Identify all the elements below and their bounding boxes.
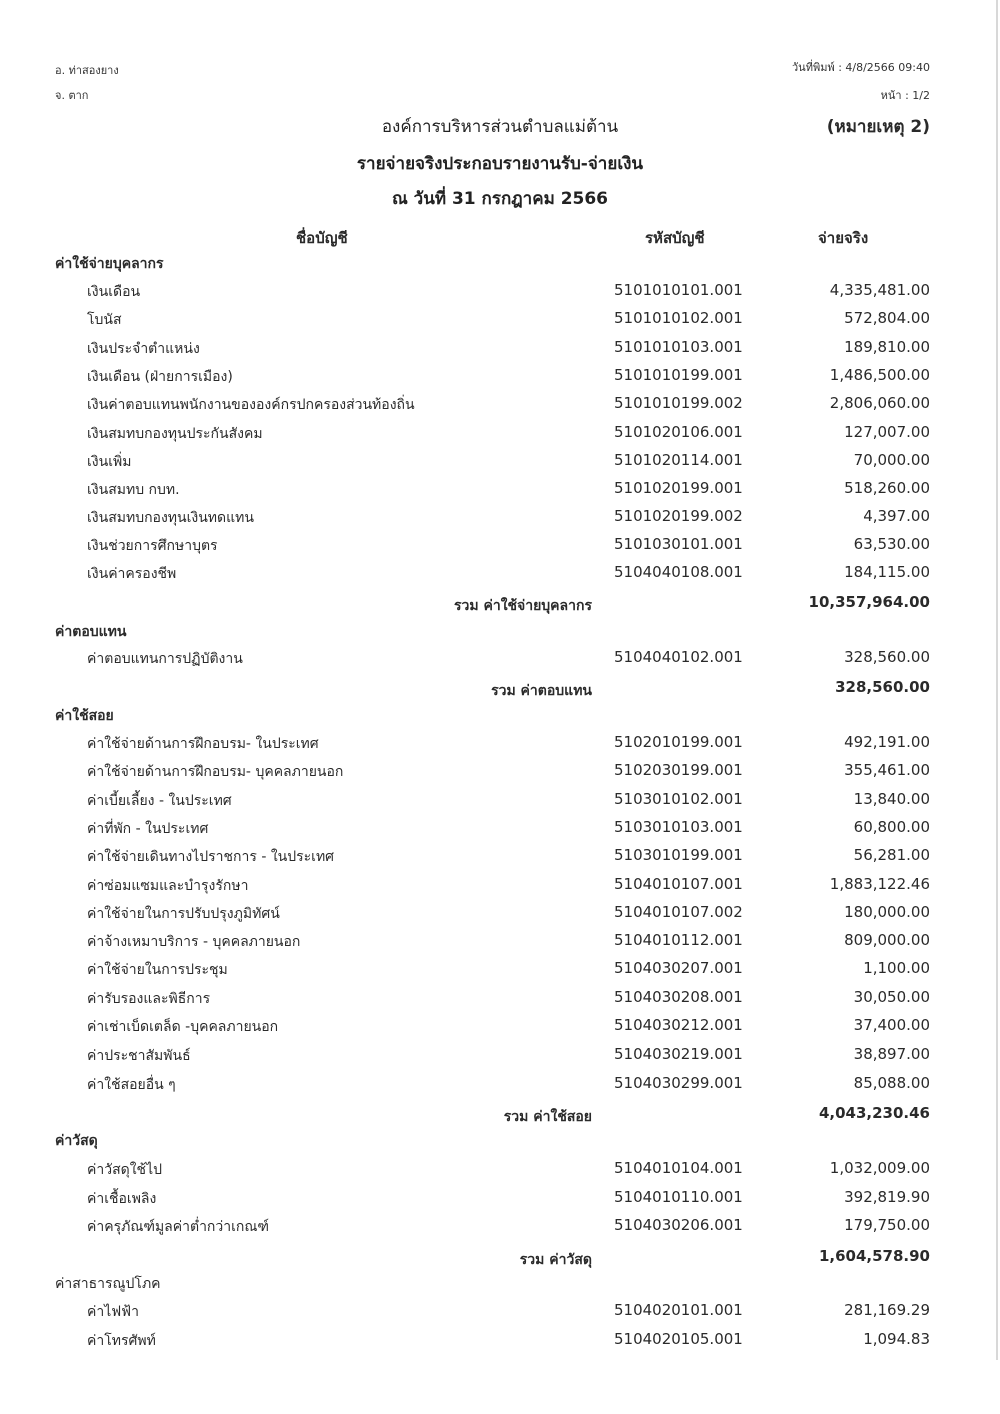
account-amount: 127,007.00 <box>844 423 930 441</box>
table-row <box>0 394 1000 422</box>
table-row <box>0 1159 1000 1187</box>
account-code: 5101030101.001 <box>614 535 743 553</box>
account-name: ค่าวัสดุใช้ไป <box>87 1162 162 1178</box>
account-amount: 13,840.00 <box>853 790 930 808</box>
account-code: 5104010112.001 <box>614 931 743 949</box>
account-code: 5101010103.001 <box>614 338 743 356</box>
report-title: รายจ่ายจริงประกอบรายงานรับ-จ่ายเงิน <box>356 154 644 174</box>
account-code: 5102030199.001 <box>614 761 743 779</box>
account-name: เงินค่าตอบแทนพนักงานขององค์กรปกครองส่วนท้องถิ่น <box>87 397 415 413</box>
account-name: ค่าเบี้ยเลี้ยง - ในประเทศ <box>87 793 232 809</box>
account-name: ค่าไฟฟ้า <box>87 1304 139 1320</box>
table-row <box>0 281 1000 309</box>
column-header-name: ชื่อบัญชี <box>296 229 348 247</box>
province-label: จ. ตาก <box>55 89 89 102</box>
account-code: 5104020105.001 <box>614 1330 743 1348</box>
account-code: 5103010102.001 <box>614 790 743 808</box>
account-code: 5103010199.001 <box>614 846 743 864</box>
table-row <box>0 988 1000 1016</box>
account-name: ค่าเชื้อเพลิง <box>87 1191 157 1207</box>
account-amount: 189,810.00 <box>844 338 930 356</box>
account-name: ค่าใช้จ่ายเดินทางไปราชการ - ในประเทศ <box>87 849 335 865</box>
account-amount: 355,461.00 <box>844 761 930 779</box>
account-amount: 492,191.00 <box>844 733 930 751</box>
organization-name: องค์การบริหารส่วนตำบลแม่ต้าน <box>381 117 619 137</box>
account-name: ค่าใช้สอยอื่น ๆ <box>87 1077 176 1093</box>
account-amount: 1,100.00 <box>863 959 930 977</box>
account-name: ค่าเช่าเบ็ดเตล็ด -บุคคลภายนอก <box>87 1019 279 1035</box>
account-code: 5101020114.001 <box>614 451 743 469</box>
table-row <box>0 507 1000 535</box>
section-total-label: รวม ค่าใช้จ่ายบุคลากร <box>453 598 592 614</box>
page-number: หน้า : 1/2 <box>880 89 930 102</box>
section-total-amount: 10,357,964.00 <box>808 593 930 611</box>
account-amount: 328,560.00 <box>844 648 930 666</box>
account-code: 5104040108.001 <box>614 563 743 581</box>
account-code: 5104010110.001 <box>614 1188 743 1206</box>
account-amount: 1,486,500.00 <box>829 366 930 384</box>
account-code: 5101010101.001 <box>614 281 743 299</box>
account-code: 5101010199.002 <box>614 394 743 412</box>
account-name: เงินสมทบกองทุนเงินทดแทน <box>87 510 254 526</box>
table-row <box>0 875 1000 903</box>
account-name: เงินเดือน <box>87 284 141 300</box>
section-title: ค่าใช้สอย <box>55 708 114 724</box>
table-row <box>0 1330 1000 1358</box>
table-row <box>0 1301 1000 1329</box>
account-amount: 85,088.00 <box>853 1074 930 1092</box>
section-total-amount: 328,560.00 <box>835 678 930 696</box>
account-code: 5104030206.001 <box>614 1216 743 1234</box>
account-name: เงินเพิ่ม <box>87 454 132 470</box>
table-row <box>0 761 1000 789</box>
table-row <box>0 1216 1000 1244</box>
account-code: 5104030212.001 <box>614 1016 743 1034</box>
account-code: 5101020199.002 <box>614 507 743 525</box>
account-amount: 4,335,481.00 <box>829 281 930 299</box>
account-amount: 38,897.00 <box>853 1045 930 1063</box>
table-row <box>0 338 1000 366</box>
account-name: ค่าโทรศัพท์ <box>87 1333 156 1349</box>
section-total-label: รวม ค่าวัสดุ <box>519 1252 592 1268</box>
account-name: เงินค่าครองชีพ <box>87 566 177 582</box>
account-amount: 2,806,060.00 <box>829 394 930 412</box>
account-amount: 572,804.00 <box>844 309 930 327</box>
section-title: ค่าใช้จ่ายบุคลากร <box>55 256 164 272</box>
account-name: ค่าใช้จ่ายด้านการฝึกอบรม- บุคคลภายนอก <box>87 764 344 780</box>
account-code: 5104020101.001 <box>614 1301 743 1319</box>
table-row <box>0 563 1000 591</box>
account-amount: 37,400.00 <box>853 1016 930 1034</box>
account-name: เงินสมทบ กบท. <box>87 482 180 498</box>
account-amount: 180,000.00 <box>844 903 930 921</box>
account-name: ค่ารับรองและพิธีการ <box>87 991 211 1007</box>
account-amount: 70,000.00 <box>853 451 930 469</box>
account-name: ค่าซ่อมแซมและบำรุงรักษา <box>87 878 249 894</box>
table-row <box>0 1016 1000 1044</box>
account-amount: 30,050.00 <box>853 988 930 1006</box>
section-title: ค่าตอบแทน <box>55 624 127 640</box>
section-total-amount: 1,604,578.90 <box>818 1247 930 1265</box>
account-amount: 63,530.00 <box>853 535 930 553</box>
account-amount: 60,800.00 <box>853 818 930 836</box>
account-code: 5104010107.001 <box>614 875 743 893</box>
table-row <box>0 790 1000 818</box>
print-date: วันที่พิมพ์ : 4/8/2566 09:40 <box>792 61 930 74</box>
account-name: ค่าตอบแทนการปฏิบัติงาน <box>87 651 243 667</box>
table-row <box>0 903 1000 931</box>
table-row <box>0 818 1000 846</box>
account-name: ค่าใช้จ่ายด้านการฝึกอบรม- ในประเทศ <box>87 736 319 752</box>
account-amount: 1,883,122.46 <box>829 875 930 893</box>
section-title: ค่าวัสดุ <box>55 1133 98 1149</box>
column-header-amount: จ่ายจริง <box>818 229 869 247</box>
account-name: ค่าจ้างเหมาบริการ - บุคคลภายนอก <box>87 934 301 950</box>
account-name: ค่าใช้จ่ายในการปรับปรุงภูมิทัศน์ <box>87 906 280 922</box>
table-row <box>0 423 1000 451</box>
account-amount: 184,115.00 <box>844 563 930 581</box>
account-amount: 518,260.00 <box>844 479 930 497</box>
note-reference: (หมายเหตุ 2) <box>826 117 930 137</box>
table-row <box>0 451 1000 479</box>
account-code: 5104010104.001 <box>614 1159 743 1177</box>
table-row <box>0 309 1000 337</box>
account-name: ค่าประชาสัมพันธ์ <box>87 1048 191 1064</box>
district-label: อ. ท่าสองยาง <box>55 64 119 77</box>
account-amount: 56,281.00 <box>853 846 930 864</box>
table-row <box>0 366 1000 394</box>
account-code: 5104030219.001 <box>614 1045 743 1063</box>
table-row <box>0 931 1000 959</box>
section-total-amount: 4,043,230.46 <box>818 1104 930 1122</box>
section-total-label: รวม ค่าใช้สอย <box>503 1109 592 1125</box>
account-name: ค่าใช้จ่ายในการประชุม <box>87 962 228 978</box>
table-row <box>0 1045 1000 1073</box>
account-amount: 281,169.29 <box>844 1301 930 1319</box>
table-row <box>0 959 1000 987</box>
account-name: เงินประจำตำแหน่ง <box>87 341 200 357</box>
table-row <box>0 479 1000 507</box>
account-code: 5101010102.001 <box>614 309 743 327</box>
account-code: 5104030207.001 <box>614 959 743 977</box>
table-row <box>0 1074 1000 1102</box>
account-name: เงินสมทบกองทุนประกันสังคม <box>87 426 263 442</box>
table-row <box>0 846 1000 874</box>
account-amount: 392,819.90 <box>844 1188 930 1206</box>
account-code: 5104010107.002 <box>614 903 743 921</box>
account-code: 5102010199.001 <box>614 733 743 751</box>
account-amount: 4,397.00 <box>863 507 930 525</box>
table-row <box>0 1188 1000 1216</box>
section-title: ค่าสาธารณูปโภค <box>55 1276 161 1292</box>
section-total-label: รวม ค่าตอบแทน <box>491 683 592 699</box>
account-name: เงินเดือน (ฝ่ายการเมือง) <box>87 369 233 385</box>
account-amount: 1,032,009.00 <box>829 1159 930 1177</box>
account-name: ค่าที่พัก - ในประเทศ <box>87 821 209 837</box>
table-row <box>0 535 1000 563</box>
account-name: โบนัส <box>87 312 122 328</box>
account-code: 5103010103.001 <box>614 818 743 836</box>
table-row <box>0 733 1000 761</box>
account-code: 5101010199.001 <box>614 366 743 384</box>
account-code: 5104030208.001 <box>614 988 743 1006</box>
column-header-code: รหัสบัญชี <box>645 229 705 247</box>
report-date: ณ วันที่ 31 กรกฎาคม 2566 <box>391 189 609 209</box>
account-name: ค่าครุภัณฑ์มูลค่าต่ำกว่าเกณฑ์ <box>87 1219 270 1235</box>
table-row <box>0 648 1000 676</box>
account-amount: 179,750.00 <box>844 1216 930 1234</box>
account-amount: 1,094.83 <box>863 1330 930 1348</box>
account-code: 5104030299.001 <box>614 1074 743 1092</box>
account-amount: 809,000.00 <box>844 931 930 949</box>
account-code: 5101020199.001 <box>614 479 743 497</box>
account-code: 5104040102.001 <box>614 648 743 666</box>
account-name: เงินช่วยการศึกษาบุตร <box>87 538 218 554</box>
account-code: 5101020106.001 <box>614 423 743 441</box>
